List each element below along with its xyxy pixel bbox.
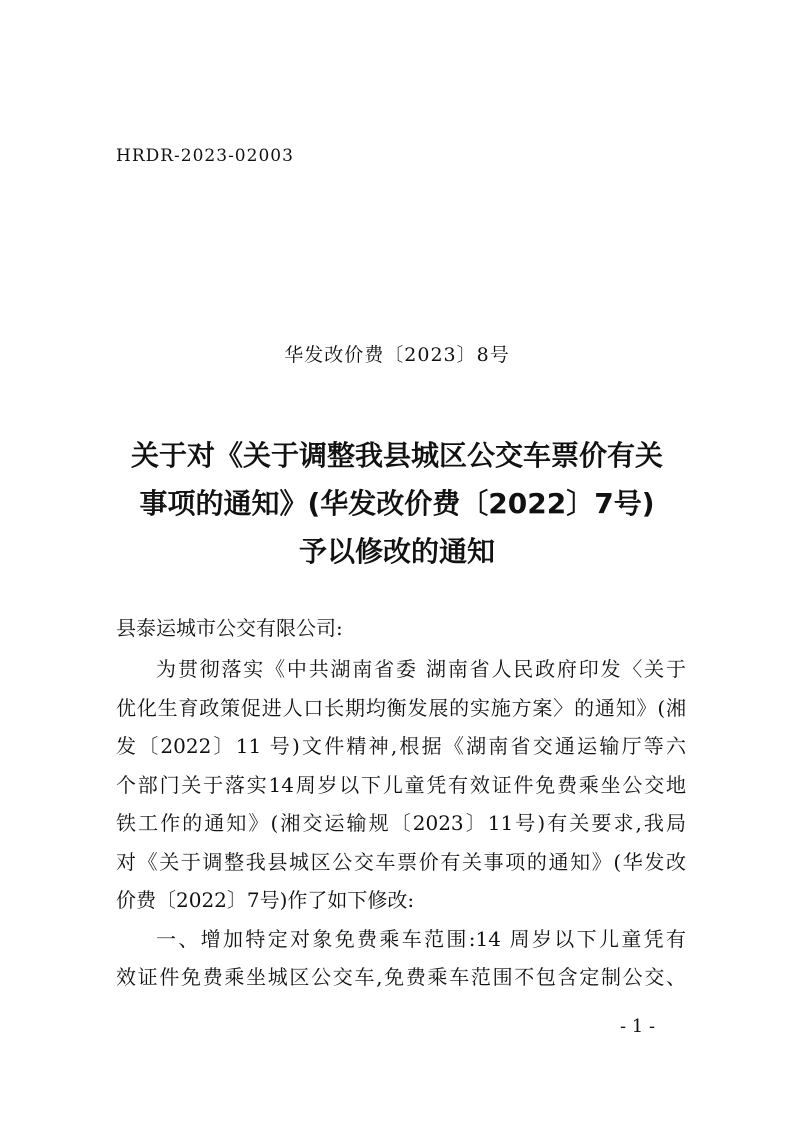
document-code: HRDR-2023-02003 — [116, 146, 294, 166]
addressee: 县泰运城市公交有限公司: — [116, 616, 343, 640]
body-line: 发〔2022〕11 号)文件精神,根据《湖南省交通运输厅等六 — [116, 734, 686, 758]
body-line: 铁工作的通知》(湘交运输规〔2023〕11号)有关要求,我局 — [116, 811, 686, 835]
title-line: 事项的通知》(华发改价费〔2022〕7号) — [139, 487, 655, 520]
body-line: 为贯彻落实《中共湖南省委 湖南省人民政府印发〈关于 — [156, 657, 686, 681]
body-line: 价费〔2022〕7号)作了如下修改: — [116, 888, 415, 912]
document-title — [100, 432, 694, 576]
title-line: 关于对《关于调整我县城区公交车票价有关 — [130, 439, 663, 472]
body-line: 个部门关于落实14周岁以下儿童凭有效证件免费乘坐公交地 — [116, 772, 686, 797]
body-text — [116, 650, 686, 997]
body-line: 优化生育政策促进人口长期均衡发展的实施方案〉的通知》(湘 — [116, 695, 686, 720]
body-line: 效证件免费乘坐城区公交车,免费乘车范围不包含定制公交、 — [116, 965, 686, 989]
page-number: - 1 - — [620, 1016, 656, 1037]
body-line: 一、增加特定对象免费乘车范围:14 周岁以下儿童凭有 — [156, 926, 686, 951]
body-line: 对《关于调整我县城区公交车票价有关事项的通知》(华发改 — [116, 849, 686, 874]
document-number: 华发改价费〔2023〕8号 — [284, 344, 510, 366]
title-line: 予以修改的通知 — [298, 535, 495, 568]
